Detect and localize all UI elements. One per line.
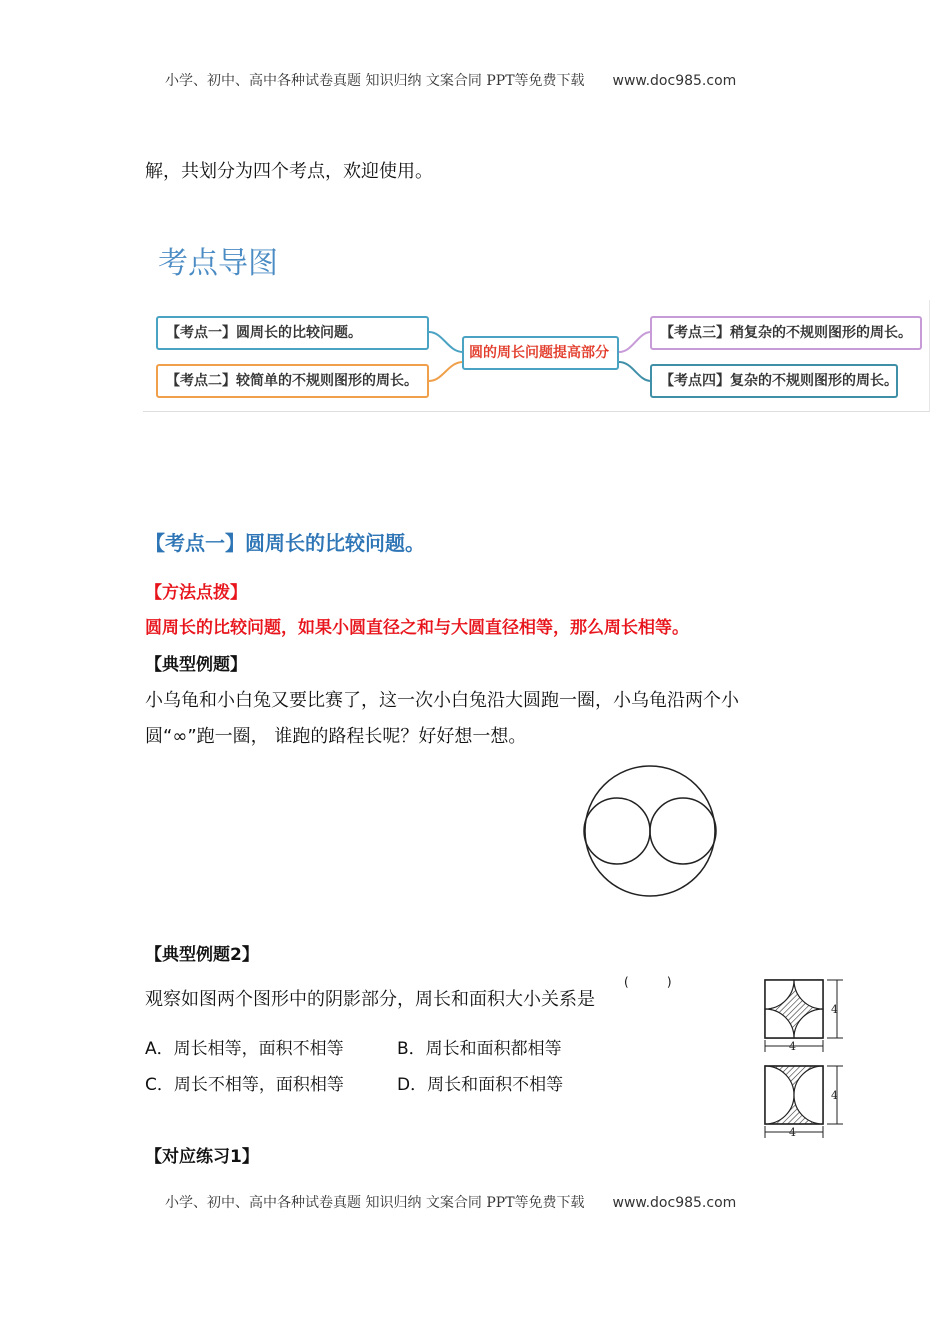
example2-paren: ( ) (624, 975, 672, 989)
option-a: A．周长相等，面积不相等 (145, 1039, 344, 1059)
footer-url[interactable]: www.doc985.com (612, 1195, 737, 1211)
mindmap-center: 圆的周长问题提高部分 (462, 336, 619, 370)
method-text: 圆周长的比较问题，如果小圆直径之和与大圆直径相等，那么周长相等。 (145, 618, 689, 638)
page-header (165, 70, 736, 90)
circles-figure (580, 764, 722, 898)
example2-label: 【典型例题2】 (145, 945, 259, 965)
figure1-bottom-label: 4 (789, 1040, 796, 1053)
example2-question: 观察如图两个图形中的阴影部分，周长和面积大小关系是 (145, 989, 595, 1010)
mindmap-node-4: 【考点四】复杂的不规则图形的周长。 (650, 364, 898, 398)
figure1-side-label: 4 (831, 1003, 838, 1016)
example1-label: 【典型例题】 (145, 655, 247, 675)
page-footer (165, 1192, 736, 1212)
figure2-side-label: 4 (831, 1089, 838, 1102)
header-url[interactable]: www.doc985.com (612, 73, 737, 89)
connector-1 (429, 332, 463, 352)
intro-line: 解，共划分为四个考点，欢迎使用。 (145, 161, 433, 182)
connector-2 (429, 362, 463, 381)
connector-3 (619, 332, 651, 352)
method-label: 【方法点拨】 (145, 583, 247, 603)
option-b: B．周长和面积都相等 (397, 1039, 562, 1059)
mindmap-node-2: 【考点二】较简单的不规则图形的周长。 (156, 364, 429, 398)
section-title: 【考点一】圆周长的比较问题。 (145, 531, 425, 555)
mindmap-node-1: 【考点一】圆周长的比较问题。 (156, 316, 429, 350)
connector-4 (619, 362, 651, 381)
example1-line1: 小乌龟和小白兔又要比赛了，这一次小白兔沿大圆跑一圈，小乌龟沿两个小 (145, 690, 739, 711)
mindmap-node-3: 【考点三】稍复杂的不规则图形的周长。 (650, 316, 922, 350)
option-c: C．周长不相等，面积相等 (145, 1075, 344, 1095)
example1-line2: 圆“∞”跑一圈， 谁跑的路程长呢？好好想一想。 (145, 726, 527, 747)
small-circle-left (584, 798, 650, 864)
mindmap-panel (143, 300, 930, 412)
option-d: D．周长和面积不相等 (397, 1075, 564, 1095)
mindmap-title: 考点导图 (158, 246, 278, 281)
shaded-figure-2 (755, 1060, 850, 1140)
shaded-figure-1 (755, 974, 850, 1054)
footer-text: 小学、初中、高中各种试卷真题 知识归纳 文案合同 PPT等免费下载 (165, 1195, 585, 1211)
small-circle-right (650, 798, 716, 864)
practice-label: 【对应练习1】 (145, 1147, 259, 1167)
header-text: 小学、初中、高中各种试卷真题 知识归纳 文案合同 PPT等免费下载 (165, 73, 585, 89)
figure2-bottom-label: 4 (789, 1126, 796, 1139)
